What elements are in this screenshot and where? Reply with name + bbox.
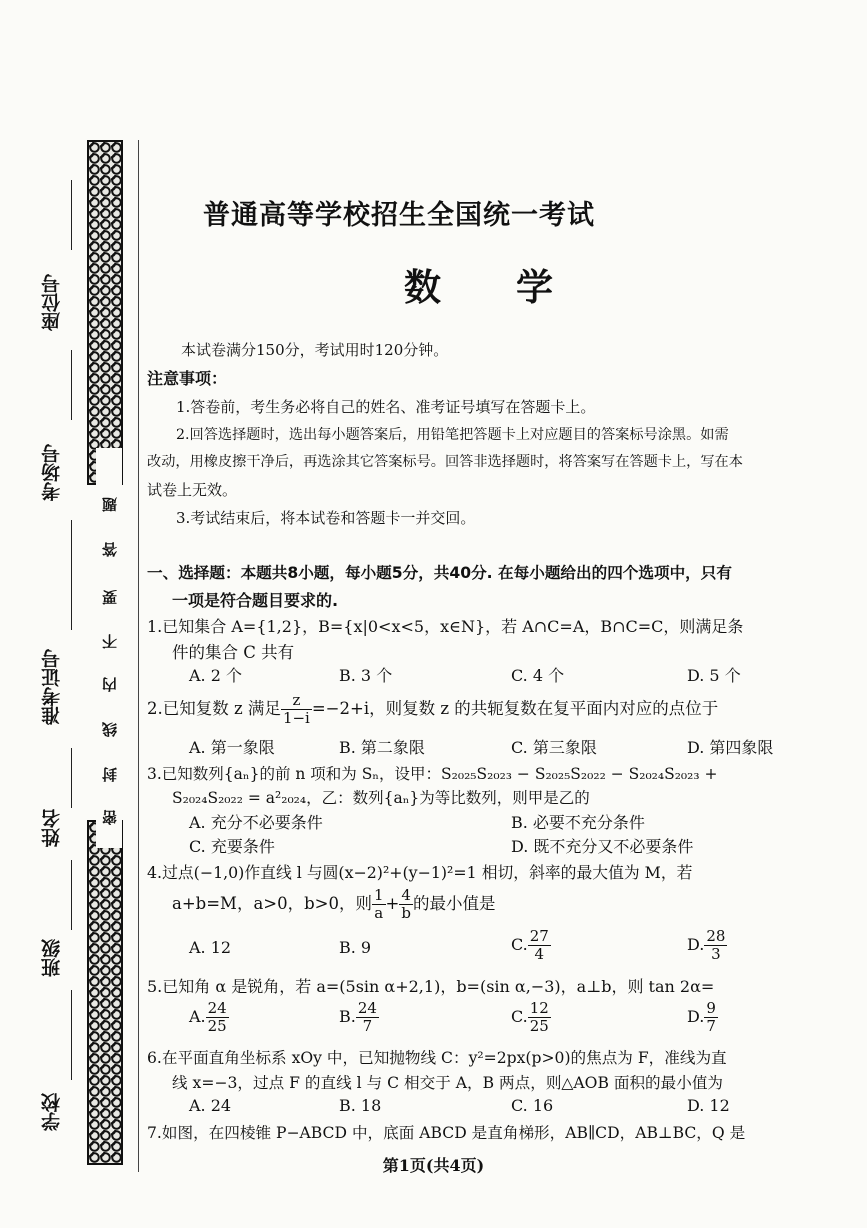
q2-frac-den: 1−i	[282, 709, 310, 727]
question-3: 3.已知数列{aₙ}的前 n 项和为 Sₙ，设甲：S₂₀₂₅S₂₀₂₃ − S₂₀₂₅S₂₀₂₂ − S₂₀₂₄S₂₀₂₃ +	[147, 765, 718, 783]
q4-frac1-num: 1	[374, 886, 384, 904]
q6-option-a: A. 24	[189, 1096, 232, 1115]
q5-a-den: 25	[207, 1017, 227, 1035]
q5-a-label: A.	[189, 1007, 206, 1026]
question-1-cont: 件的集合 C 共有	[172, 643, 295, 662]
q2-option-c: C. 第三象限	[511, 738, 597, 757]
q4-option-c	[511, 928, 551, 963]
q5-b-fraction	[356, 1000, 379, 1035]
seal-char: 题	[101, 497, 119, 513]
school-label: 学校	[41, 1093, 63, 1131]
q2-text-post: =−2+i，则复数 z 的共轭复数在复平面内对应的点位于	[311, 699, 719, 718]
binding-rule	[138, 140, 139, 1172]
notice-heading: 注意事项：	[147, 369, 228, 388]
q1-option-c: C. 4 个	[511, 666, 565, 685]
section-heading: 一、选择题：本题共8小题，每小题5分，共40分. 在每小题给出的四个选项中，只有	[147, 564, 732, 582]
q4-d-fraction	[704, 928, 727, 963]
q4-frac2-den: b	[401, 904, 411, 922]
q4-d-label: D.	[687, 935, 705, 954]
q3-option-c: C. 充要条件	[189, 837, 275, 856]
question-2	[147, 692, 718, 727]
q5-option-d	[687, 1000, 718, 1035]
seal-char: 密	[101, 810, 119, 826]
q5-c-label: C.	[511, 1007, 528, 1026]
q2-fraction	[281, 692, 312, 727]
q5-b-den: 7	[362, 1017, 373, 1035]
q5-option-a	[189, 1000, 229, 1035]
notice-item-3: 3.考试结束后，将本试卷和答题卡一并交回。	[176, 509, 476, 527]
question-7: 7.如图，在四棱锥 P−ABCD 中，底面 ABCD 是直角梯形，AB∥CD，AB⊥BC，Q 是	[147, 1124, 746, 1142]
q5-d-fraction	[704, 1000, 718, 1035]
q5-c-den: 25	[529, 1017, 549, 1035]
class-line	[71, 860, 72, 930]
q5-c-num: 12	[529, 999, 549, 1017]
q3-option-b: B. 必要不充分条件	[511, 813, 645, 832]
seal-char: 不	[101, 634, 119, 650]
subject-title: 数学	[404, 266, 628, 309]
q4-c-num: 27	[529, 927, 549, 945]
q2-text-pre: 2.已知复数 z 满足	[147, 699, 281, 718]
q4-fraction-1	[372, 887, 386, 922]
page-footer: 第1页(共4页)	[382, 1156, 485, 1175]
q5-d-label: D.	[687, 1007, 705, 1026]
notice-item-2-cont: 改动，用橡皮擦干净后，再选涂其它答案标号。回答非选择题时，将答案写在答题卡上，写在本	[147, 454, 743, 470]
exam-room-label: 考场号	[41, 444, 63, 502]
q1-option-b: B. 3 个	[339, 666, 393, 685]
q4-fraction-2	[399, 887, 413, 922]
q4-text-post: 的最小值是	[412, 894, 496, 913]
seal-char: 线	[101, 722, 119, 738]
seal-char: 答	[101, 542, 119, 558]
q4-option-a: A. 12	[189, 938, 232, 957]
q2-option-d: D. 第四象限	[687, 738, 774, 757]
question-6-cont: 线 x=−3，过点 F 的直线 l 与 C 相交于 A，B 两点，则△AOB 面积的最小值为	[172, 1074, 724, 1092]
q5-b-num: 24	[357, 999, 377, 1017]
q4-d-num: 28	[706, 927, 726, 945]
class-label: 班级	[41, 939, 63, 977]
q5-option-c	[511, 1000, 551, 1035]
q3-option-d: D. 既不充分又不必要条件	[511, 837, 694, 856]
name-label: 姓名	[41, 809, 63, 847]
notice-item-2-end: 试卷上无效。	[147, 481, 238, 499]
question-6: 6.在平面直角坐标系 xOy 中，已知抛物线 C：y²=2px(p>0)的焦点为 F，准线为直	[147, 1049, 727, 1067]
q4-c-label: C.	[511, 935, 528, 954]
seat-number-label: 座位号	[41, 274, 63, 332]
q1-option-d: D. 5 个	[687, 666, 741, 685]
q5-a-fraction	[206, 1000, 229, 1035]
q2-frac-num: z	[281, 692, 312, 710]
question-3-cont: S₂₀₂₄S₂₀₂₂ = a²₂₀₂₄，乙：数列{aₙ}为等比数列，则甲是乙的	[172, 789, 590, 807]
seal-char: 封	[101, 767, 119, 783]
exam-title: 普通高等学校招生全国统一考试	[203, 200, 595, 231]
q4-d-den: 3	[711, 945, 721, 963]
notice-item-1: 1.答卷前，考生务必将自己的姓名、准考证号填写在答题卡上。	[176, 398, 596, 416]
q5-d-num: 9	[706, 999, 716, 1017]
q4-plus: +	[385, 894, 400, 913]
q5-b-label: B.	[339, 1007, 356, 1026]
seat-number-line	[71, 180, 72, 250]
notice-item-2: 2.回答选择题时，选出每小题答案后，用铅笔把答题卡上对应题目的答案标号涂黑。如需	[176, 427, 729, 443]
seal-char: 要	[101, 590, 119, 606]
intro-text: 本试卷满分150分，考试用时120分钟。	[181, 341, 449, 359]
q5-option-b	[339, 1000, 379, 1035]
q5-c-fraction	[528, 1000, 551, 1035]
q4-c-den: 4	[534, 945, 545, 963]
question-5: 5.已知角 α 是锐角，若 a=(5sin α+2,1)，b=(sin α,−3)，a⊥b，则 tan 2α=	[147, 977, 715, 996]
q4-option-b: B. 9	[339, 938, 372, 957]
question-1: 1.已知集合 A={1,2}，B={x|0<x<5，x∈N}，若 A∩C=A，B∩C=C，则满足条	[147, 617, 744, 636]
seal-char: 内	[101, 677, 119, 693]
exam-room-line	[71, 350, 72, 420]
q4-frac1-den: a	[374, 904, 384, 922]
decorative-pattern-bottom	[87, 820, 123, 1165]
q6-option-d: D. 12	[687, 1096, 730, 1115]
q6-option-c: C. 16	[511, 1096, 554, 1115]
section-heading-cont: 一项是符合题目要求的.	[172, 591, 339, 610]
q4-option-d	[687, 928, 727, 963]
q4-c-fraction	[528, 928, 551, 963]
q4-frac2-num: 4	[399, 887, 413, 905]
q1-option-a: A. 2 个	[189, 666, 242, 685]
name-line	[71, 748, 72, 808]
question-4-cont	[172, 887, 495, 922]
q3-option-a: A. 充分不必要条件	[189, 813, 323, 832]
q5-a-num: 24	[207, 999, 227, 1017]
ticket-number-line	[71, 520, 72, 630]
school-line	[71, 990, 72, 1080]
q2-option-a: A. 第一象限	[189, 738, 275, 757]
q6-option-b: B. 18	[339, 1096, 382, 1115]
q4-text-pre: a+b=M，a>0，b>0，则	[172, 894, 372, 913]
question-4: 4.过点(−1,0)作直线 l 与圆(x−2)²+(y−1)²=1 相切，斜率的最大值为 M，若	[147, 863, 693, 882]
q5-d-den: 7	[706, 1017, 716, 1035]
ticket-number-label: 准考证号	[41, 649, 63, 726]
decorative-pattern-top	[87, 140, 123, 485]
q2-option-b: B. 第二象限	[339, 738, 425, 757]
